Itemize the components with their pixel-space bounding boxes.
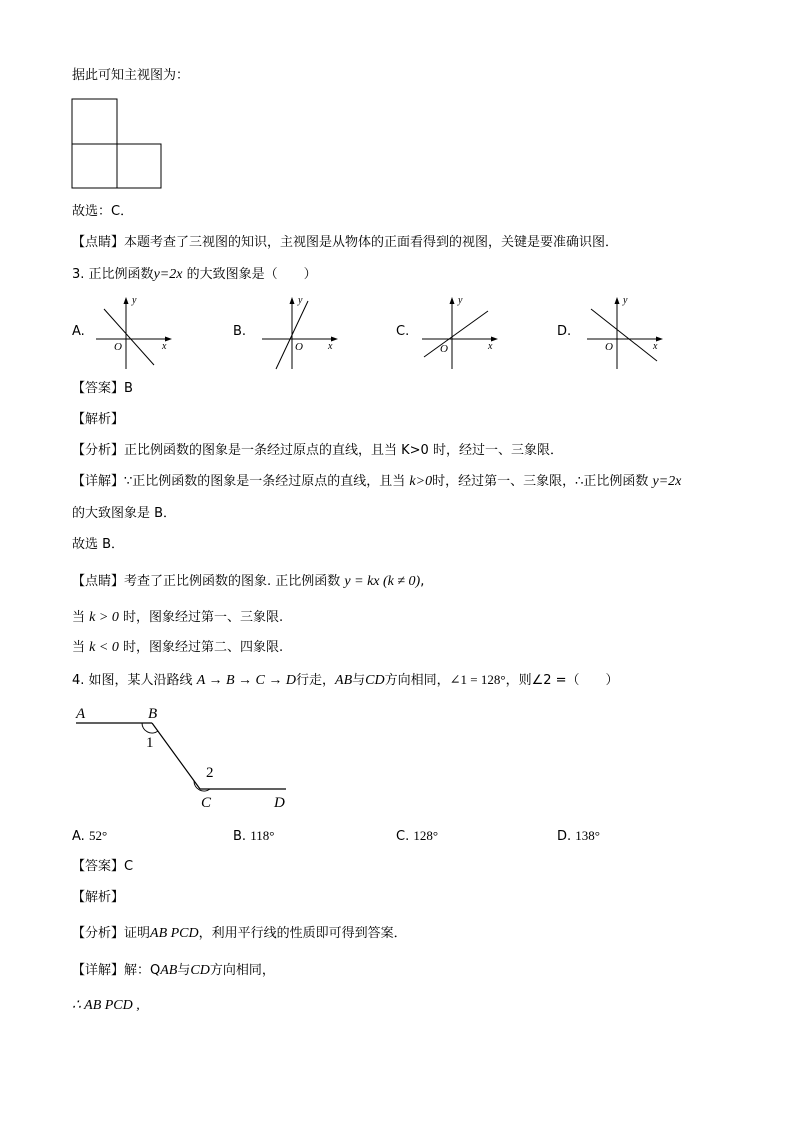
q4-detail-mid: 与 <box>177 963 191 978</box>
q3-analysis: 【分析】正比例函数的图象是一条经过原点的直线，且当 K>0 时，经过一、三象限． <box>72 443 563 458</box>
q3-option-d-graph <box>583 291 667 373</box>
case-condition: k > 0 <box>89 610 119 625</box>
q3-option-b-graph <box>258 291 342 373</box>
q4-stem <box>72 671 619 690</box>
q4-stem-pre: 如图，某人沿路线 <box>88 673 193 688</box>
q3-analysis-heading: 【解析】 <box>72 412 125 427</box>
q3-stem <box>72 266 317 284</box>
q3-option-a-label: A. <box>72 324 85 339</box>
front-view-figure <box>71 98 163 190</box>
q3-option-a-graph <box>92 291 176 373</box>
q4-option-d-value: 138° <box>575 828 600 843</box>
y-axis-arrow <box>124 297 129 304</box>
q4-option-b-label: B. <box>233 829 247 844</box>
q4-analysis-formula: AB PCD <box>150 926 199 941</box>
q4-analysis-heading: 【解析】 <box>72 890 125 905</box>
y-axis-arrow <box>290 297 295 304</box>
q4-option-a-value: 52° <box>88 828 108 843</box>
q4-stem-ab: AB <box>335 673 353 688</box>
q4-option-c-value: 128° <box>413 828 439 843</box>
q3-detail-function: y=2x <box>652 474 682 489</box>
y-axis-label: y <box>132 295 137 306</box>
q4-answer: 【答案】C <box>72 859 134 874</box>
front-view-top-square <box>72 99 117 144</box>
point-a-label: A <box>76 706 86 722</box>
x-axis-label: x <box>162 341 167 352</box>
point-b-label: B <box>148 706 158 722</box>
q3-comment <box>72 573 424 591</box>
x-axis-label: x <box>328 341 333 352</box>
q4-detail-ab: AB <box>160 963 178 978</box>
q3-case-positive <box>72 609 283 627</box>
q4-option-d-label: D. <box>557 829 572 844</box>
origin-label: O <box>605 341 613 353</box>
q4-option-b-value: 118° <box>250 828 275 843</box>
q3-option-b-label: B. <box>233 324 247 339</box>
q3-comment-formula: y = kx (k ≠ 0) <box>344 574 421 589</box>
y-axis-label: y <box>298 295 303 306</box>
q3-detail-line1 <box>72 473 681 491</box>
case-prefix: 当 <box>72 610 86 625</box>
q3-detail-line2: 的大致图象是 B． <box>72 506 177 521</box>
origin-label: O <box>114 341 122 353</box>
q4-stem-angle: ∠1 = 128° <box>449 672 506 687</box>
q4-option-d <box>557 827 600 846</box>
function-line <box>591 309 657 361</box>
q4-analysis-pre: 【分析】证明 <box>72 926 151 941</box>
point-d-label: D <box>274 795 285 811</box>
q3-number: 3. <box>72 267 85 282</box>
point-c-label: C <box>201 795 212 811</box>
q3-stem-post: 的大致图象是（ ） <box>186 267 317 282</box>
q4-detail-post: 方向相同， <box>209 963 275 978</box>
q3-stem-function: y=2x <box>153 267 183 282</box>
case-text: 时，图象经过第二、四象限. <box>122 640 284 655</box>
x-axis-label: x <box>488 341 493 352</box>
q4-analysis <box>72 925 407 943</box>
angle-2-label: 2 <box>206 765 214 781</box>
origin-label: O <box>440 343 448 355</box>
q2-comment-line: 【点睛】本题考查了三视图的知识，主视图是从物体的正面看得到的视图，关键是要准确识图． <box>72 235 619 250</box>
y-axis-label: y <box>458 295 463 306</box>
q3-case-negative <box>72 639 283 657</box>
x-axis-label: x <box>653 341 658 352</box>
y-axis-arrow <box>450 297 455 304</box>
q4-stem-mid3: 方向相同， <box>384 673 450 688</box>
q4-therefore-line: ∴ AB PCD , <box>72 998 140 1013</box>
q4-option-a <box>72 827 107 846</box>
q3-detail-mid: 时，经过第一、三象限，∴正比例函数 <box>432 474 649 489</box>
intro-line: 据此可知主视图为： <box>72 68 190 83</box>
q4-stem-mid2: 与 <box>352 673 366 688</box>
segment-bc <box>152 723 200 789</box>
q3-comment-post: , <box>420 574 425 589</box>
q4-stem-mid1: 行走， <box>296 673 336 688</box>
q4-detail-cd: CD <box>190 963 210 978</box>
q3-stem-pre: 正比例函数 <box>88 267 154 282</box>
case-text: 时，图象经过第一、三象限. <box>122 610 284 625</box>
q3-answer: 【答案】B <box>72 381 133 396</box>
q4-route-figure <box>70 700 300 814</box>
angle-1-label: 1 <box>146 735 154 751</box>
q4-option-a-label: A. <box>72 829 85 844</box>
q3-detail-pre: 【详解】∵正比例函数的图象是一条经过原点的直线，且当 <box>72 474 406 489</box>
function-line <box>104 309 154 365</box>
q4-stem-post: ，则∠2 =（ ） <box>505 673 619 688</box>
q4-analysis-post: ，利用平行线的性质即可得到答案． <box>198 926 407 941</box>
front-view-bottom-left-square <box>72 144 117 188</box>
q4-option-c <box>396 827 438 846</box>
y-axis-label: y <box>623 295 628 306</box>
q4-option-b <box>233 827 274 846</box>
q3-option-c-graph <box>418 291 502 373</box>
q4-detail-pre: 【详解】解：Q <box>72 963 161 978</box>
q3-option-c-label: C. <box>396 324 410 339</box>
q4-stem-cd: CD <box>365 673 385 688</box>
q4-number: 4. <box>72 673 85 688</box>
y-axis-arrow <box>615 297 620 304</box>
function-line <box>424 311 488 357</box>
q2-choice-line: 故选：C． <box>72 204 134 219</box>
q3-option-d-label: D. <box>557 324 572 339</box>
origin-label: O <box>295 341 303 353</box>
front-view-bottom-right-square <box>117 144 161 188</box>
case-prefix: 当 <box>72 640 86 655</box>
q3-detail-k: k>0 <box>409 474 433 489</box>
q4-option-c-label: C. <box>396 829 410 844</box>
q4-stem-path: A → B → C → D <box>196 673 297 688</box>
q3-comment-pre: 【点睛】考查了正比例函数的图象. 正比例函数 <box>72 574 341 589</box>
case-condition: k < 0 <box>89 640 119 655</box>
q3-choice: 故选 B． <box>72 537 125 552</box>
q4-detail <box>72 962 275 980</box>
